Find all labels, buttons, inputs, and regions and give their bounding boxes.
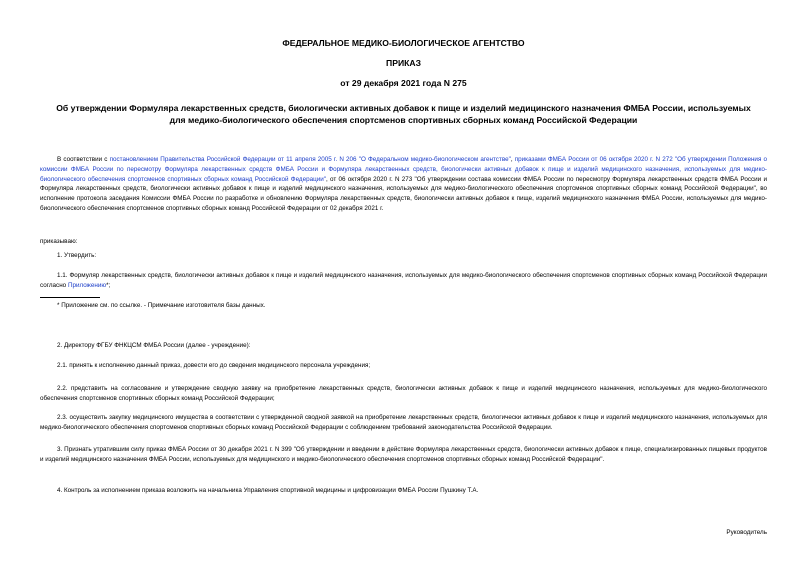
document-title-line-2: для медико-биологического обеспечения спортсменов спортивных сборных команд Российской Федерации [169, 114, 638, 125]
signature-title: Руководитель [726, 529, 767, 536]
item-4: 4. Контроль за исполнением приказа возложить на начальника Управления спортивной медицины и цифровизации ФМБА России Пушкину Т.А. [57, 487, 479, 494]
preamble-text-2: , [510, 156, 515, 163]
item-1-1-text: 1.1. Формуляр лекарственных средств, биологически активных добавок к пище и изделий медицинского назначения, используемых для медико-биологического обеспечения спортсменов спортивных сборных команд Российской Федерации согласно [40, 272, 767, 289]
footnote: * Приложение см. по ссылке. - Примечание изготовителя базы данных. [57, 302, 266, 309]
document-title-line-1: Об утверждении Формуляра лекарственных средств, биологически активных добавок к пище и изделий медицинского назначения ФМБА России, используемых [56, 103, 751, 113]
preamble-paragraph [40, 155, 767, 214]
item-1-1 [40, 271, 767, 291]
preamble-text-1: В соответствии с [57, 156, 110, 163]
document-date: от 29 декабря 2021 года N 275 [340, 78, 467, 88]
item-1-1-tail: *; [106, 281, 111, 289]
item-2-2: 2.2. представить на согласование и утверждение сводную заявку на приобретение лекарственных средств, биологически активных добавок к пище и изделий медицинского назначения, используемых для медико-биологического обеспечения спортсменов спортивных сборных команд Российской Федерации; [40, 385, 767, 402]
footnote-divider [40, 297, 100, 298]
preamble-text-3: , от 06 октября 2020 г. N 273 "Об утверждении состава комиссии ФМБА России по пересмотру Формуляра лекарственных средств ФМБА России и Формуляра лекарственных средств, биологически активных добавок к пище и изделий медицинского назначения, используемых для медико-биологического обеспечения спортсменов спортивных сборных команд Российской Федерации", во исполнение протокола заседания Комиссии ФМБА России по разработке и обновлению Формуляра лекарственных средств, биологически активных добавок к пище, изделий медицинского назначения ФМБА России, используемых для медико-биологического обеспечения спортсменов спортивных сборных команд Российской Федерации от 02 декабря 2021 г. [40, 175, 767, 212]
item-2-1: 2.1. принять к исполнению данный приказ, довести его до сведения медицинского персонала учреждения; [57, 362, 371, 369]
preamble-link-resolution[interactable]: постановлением Правительства Российской Федерации от 11 апреля 2005 г. N 206 "О Федеральном медико-биологическом агентстве" [109, 156, 511, 163]
item-2: 2. Директору ФГБУ ФНКЦСМ ФМБА России (далее - учреждение): [57, 342, 251, 349]
order-word: приказываю: [40, 238, 78, 245]
preamble-link-orders[interactable]: приказами ФМБА России от 06 октября 2020 г. N 272 "Об утверждении Положения о комиссии ФМБА России по пересмотру Формуляра лекарственных средств ФМБА России и Формуляра лекарственных средств, биологически активных добавок к пище и изделий медицинского назначения, используемых для медико-биологического обеспечения спортсменов спортивных сборных команд Российской Федерации" [40, 156, 768, 183]
item-1: 1. Утвердить: [57, 252, 97, 259]
appendix-link[interactable]: Приложению [67, 281, 107, 289]
item-2-3: 2.3. осуществить закупку медицинского имущества в соответствии с утвержденной сводной заявкой на приобретение лекарственных средств, биологически активных добавок к пище и изделий медицинского назначения, используемых для медико-биологического обеспечения спортсменов спортивных сборных команд Российской Федерации с соблюдением требований законодательства Российской Федерации. [40, 414, 767, 431]
item-3: 3. Признать утратившим силу приказ ФМБА России от 30 декабря 2021 г. N 399 "Об утверждении и введении в действие Формуляра лекарственных средств, биологически активных добавок к пище, специализированных пищевых продуктов и изделий медицинского назначения ФМБА России, используемых для медицинского и медико-биологического обеспечения спортсменов спортивных сборных команд Российской Федерации". [40, 446, 767, 463]
agency-name: ФЕДЕРАЛЬНОЕ МЕДИКО-БИОЛОГИЧЕСКОЕ АГЕНТСТВО [282, 38, 525, 48]
document-type: ПРИКАЗ [386, 58, 421, 68]
